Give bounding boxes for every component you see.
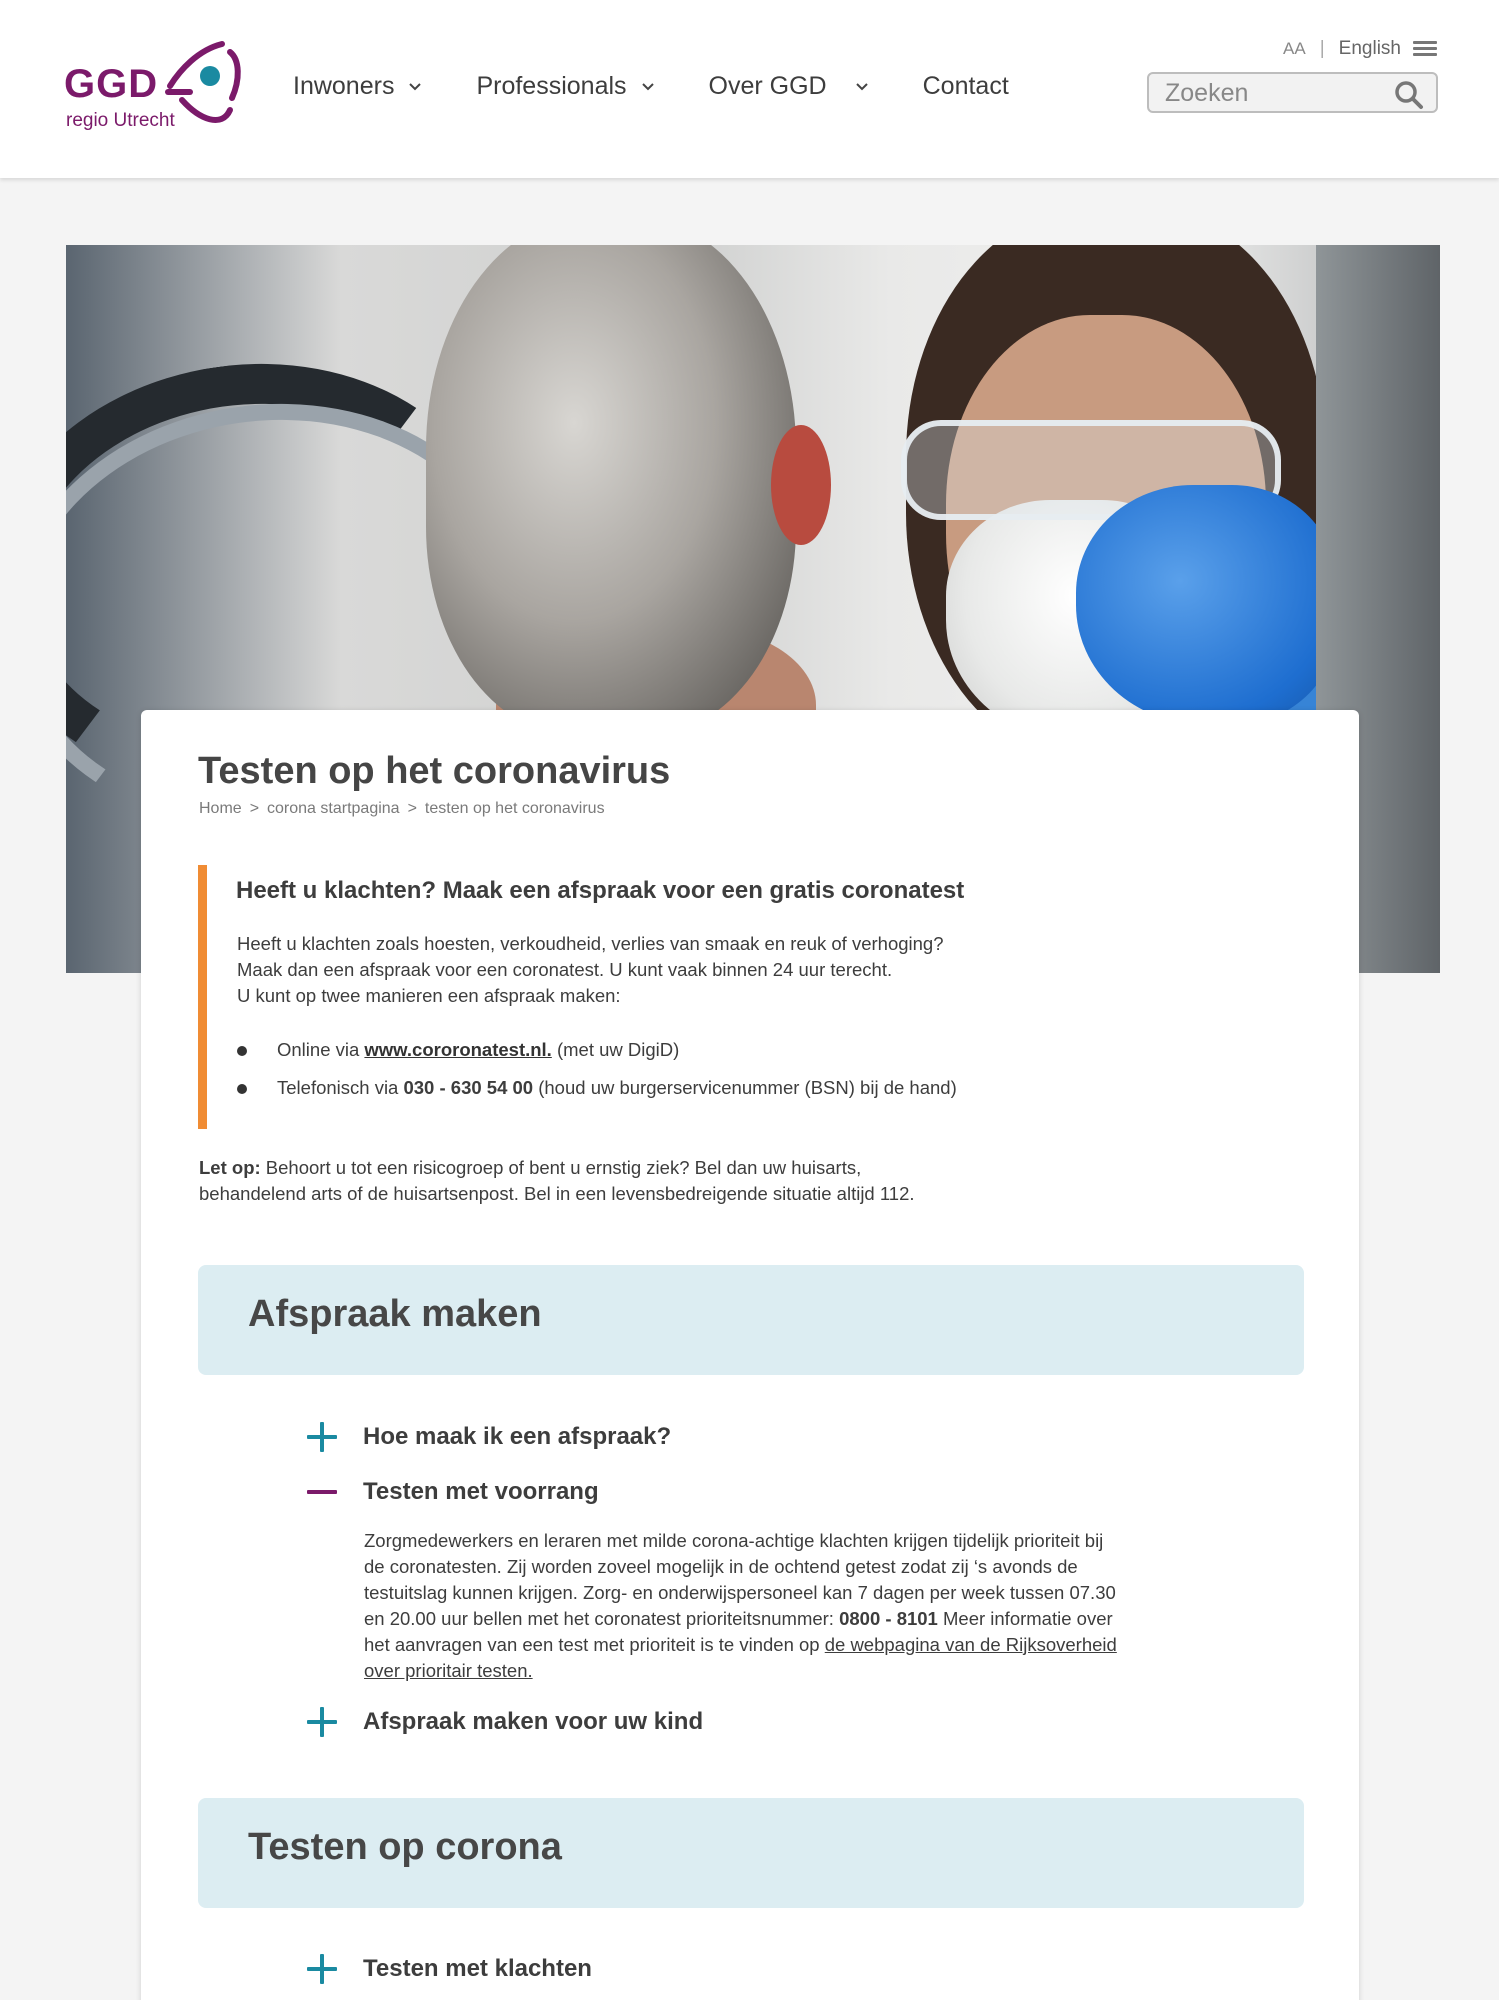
- coronatest-link[interactable]: www.cororonatest.nl.: [364, 1039, 552, 1060]
- accordion-label: Testen met voorrang: [363, 1478, 599, 1505]
- main-nav: [293, 72, 1063, 101]
- notice-body: [237, 931, 944, 1009]
- accordion-testen-met-klachten[interactable]: [306, 1953, 592, 1985]
- accordion-hoe-maak-afspraak[interactable]: [306, 1421, 671, 1453]
- plus-icon: [306, 1953, 338, 1985]
- accordion-label: Afspraak maken voor uw kind: [363, 1708, 704, 1735]
- hero-shape: [426, 245, 796, 735]
- breadcrumb-separator: >: [407, 800, 417, 817]
- notice-line: Heeft u klachten zoals hoesten, verkoudheid, verlies van smaak en reuk of verhoging?: [237, 933, 944, 954]
- content-line: het aanvragen van een test met prioriteit is te vinden op: [364, 1634, 825, 1655]
- breadcrumb-corona[interactable]: corona startpagina: [267, 800, 400, 817]
- breadcrumb: [199, 800, 605, 818]
- notice-box: [198, 865, 1098, 1129]
- nav-label: Contact: [922, 72, 1009, 100]
- language-link[interactable]: English: [1338, 38, 1401, 59]
- section-title: Testen op corona: [248, 1826, 562, 1868]
- chevron-down-icon: [855, 82, 869, 92]
- accordion-label: Testen met klachten: [363, 1955, 592, 1982]
- search-input[interactable]: [1165, 78, 1385, 108]
- accordion-afspraak-kind[interactable]: [306, 1706, 703, 1738]
- priority-phone: 0800 - 8101: [839, 1608, 938, 1629]
- content-line: Zorgmedewerkers en leraren met milde corona-achtige klachten krijgen tijdelijk prioriteit bij: [364, 1530, 1104, 1551]
- notice-line: U kunt op twee manieren een afspraak maken:: [237, 985, 621, 1006]
- bullet-text: (met uw DigiD): [551, 1039, 680, 1060]
- breadcrumb-current: testen op het coronavirus: [424, 800, 605, 817]
- phone-number: 030 - 630 54 00: [403, 1077, 534, 1098]
- notice-title: Heeft u klachten? Maak een afspraak voor een gratis coronatest: [236, 877, 965, 904]
- breadcrumb-home[interactable]: Home: [199, 800, 242, 817]
- divider: |: [1319, 38, 1325, 59]
- accordion-label: Hoe maak ik een afspraak?: [363, 1423, 672, 1450]
- page-title: Testen op het coronavirus: [198, 750, 671, 792]
- warning-label: Let op:: [199, 1157, 261, 1178]
- section-testen-op-corona: [198, 1798, 1304, 1908]
- logo-wordmark: GGD: [64, 62, 159, 106]
- content-line: de coronatesten. Zij worden zoveel mogelijk in de ochtend getest zodat zij ‘s avonds de: [364, 1556, 1078, 1577]
- content-card: [141, 710, 1359, 2000]
- hamburger-menu-icon[interactable]: [1413, 41, 1437, 57]
- warning-line: behandelend arts of de huisartsenpost. Bel in een levensbedreigende situatie altijd 112.: [199, 1183, 915, 1204]
- logo-region: regio Utrecht: [66, 110, 175, 131]
- bullet-text: Online via: [277, 1039, 365, 1060]
- section-title: Afspraak maken: [248, 1293, 542, 1335]
- warning-text: [199, 1155, 915, 1207]
- nav-over-ggd[interactable]: [709, 72, 869, 101]
- content-line: Meer informatie over: [937, 1608, 1113, 1629]
- notice-line: Maak dan een afspraak voor een coronatest. U kunt vaak binnen 24 uur terecht.: [237, 959, 893, 980]
- section-afspraak-maken: [198, 1265, 1304, 1375]
- plus-icon: [306, 1706, 338, 1738]
- breadcrumb-separator: >: [249, 800, 260, 817]
- minus-icon: [306, 1476, 338, 1508]
- text-size-label: AA: [1283, 39, 1306, 58]
- list-item: [237, 1075, 957, 1113]
- accordion-testen-met-voorrang[interactable]: [306, 1476, 599, 1508]
- search-box: [1147, 72, 1438, 113]
- rijksoverheid-link[interactable]: over prioritair testen.: [364, 1660, 533, 1681]
- nav-label: Over GGD: [708, 72, 827, 100]
- accordion-content: [364, 1528, 1164, 1684]
- warning-line: Behoort u tot een risicogroep of bent u ernstig ziek? Bel dan uw huisarts,: [260, 1157, 862, 1178]
- plus-icon: [306, 1421, 338, 1453]
- text-size-toggle[interactable]: [1283, 39, 1306, 59]
- list-item: [237, 1037, 957, 1075]
- nav-contact[interactable]: [923, 72, 1009, 101]
- hero-shape: [771, 425, 831, 545]
- appointment-options: [237, 1037, 957, 1113]
- bullet-text: (houd uw burgerservicenummer (BSN) bij de hand): [533, 1077, 957, 1098]
- nav-professionals[interactable]: [476, 72, 654, 101]
- content-line: testuitslag kunnen krijgen. Zorg- en onderwijspersoneel kan 7 dagen per week tussen 07.30: [364, 1582, 1116, 1603]
- nav-inwoners[interactable]: [293, 72, 422, 101]
- chevron-down-icon: [641, 82, 655, 92]
- search-icon[interactable]: [1394, 80, 1424, 110]
- site-header: [0, 0, 1499, 178]
- hero-shape: [1076, 485, 1336, 725]
- bullet-text: Telefonisch via: [277, 1077, 404, 1098]
- ggd-logo[interactable]: [64, 40, 244, 136]
- nav-label: Professionals: [476, 72, 627, 100]
- utility-bar: [1283, 38, 1437, 60]
- chevron-down-icon: [408, 82, 422, 92]
- rijksoverheid-link[interactable]: de webpagina van de Rijksoverheid: [824, 1634, 1117, 1655]
- content-line: en 20.00 uur bellen met het coronatest prioriteitsnummer:: [364, 1608, 840, 1629]
- nav-label: Inwoners: [293, 72, 395, 100]
